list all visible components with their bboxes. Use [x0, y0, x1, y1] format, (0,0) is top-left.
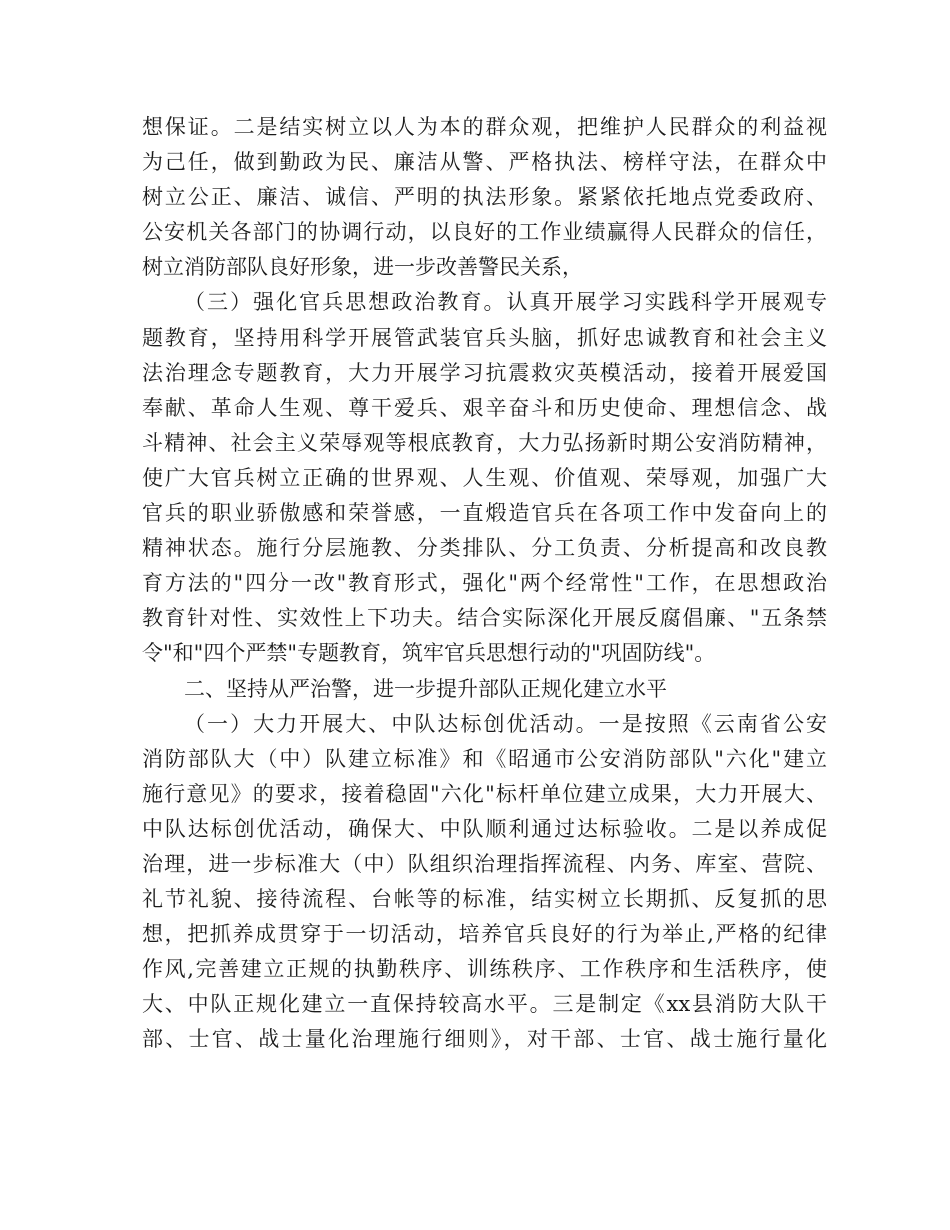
- text-line: 作风,完善建立正规的执勤秩序、训练秩序、工作秩序和生活秩序，使: [142, 957, 827, 982]
- text-line: 大、中队正规化建立一直保持较高水平。三是制定《xx县消防大队干: [142, 992, 827, 1017]
- document-body: [142, 110, 827, 1058]
- text-line: 部、士官、战士量化治理施行细则》，对干部、士官、战士施行量化: [142, 1027, 827, 1052]
- text-line: 教育针对性、实效性上下功夫。结合实际深化开展反腐倡廉、"五条禁: [142, 606, 827, 631]
- text-line: 育方法的"四分一改"教育形式，强化"两个经常性"工作，在思想政治: [142, 571, 827, 596]
- text-line: 精神状态。施行分层施教、分类排队、分工负责、分析提高和改良教: [142, 536, 827, 561]
- text-line: 公安机关各部门的协调行动，以良好的工作业绩赢得人民群众的信任，: [142, 220, 827, 245]
- text-line: 使广大官兵树立正确的世界观、人生观、价值观、荣辱观，加强广大: [142, 465, 827, 490]
- text-line: 想，把抓养成贯穿于一切活动，培养官兵良好的行为举止,严格的纪律: [142, 922, 827, 947]
- text-line: 奉献、革命人生观、尊干爱兵、艰辛奋斗和历史使命、理想信念、战: [142, 395, 827, 420]
- text-line: 施行意见》的要求，接着稳固"六化"标杆单位建立成果，大力开展大、: [142, 781, 827, 806]
- text-line: 官兵的职业骄傲感和荣誉感，一直煅造官兵在各项工作中发奋向上的: [142, 501, 827, 526]
- text-line: 消防部队大（中）队建立标准》和《昭通市公安消防部队"六化"建立: [142, 746, 827, 771]
- text-line: 想保证。二是结实树立以人为本的群众观，把维护人民群众的利益视: [142, 115, 827, 139]
- text-line: 二、坚持从严治警，进一步提升部队正规化建立水平: [184, 676, 667, 701]
- text-line: 令"和"四个严禁"专题教育，筑牢官兵思想行动的"巩固防线"。: [142, 641, 716, 666]
- text-line: 法治理念专题教育，大力开展学习抗震救灾英模活动，接着开展爱国: [142, 360, 827, 385]
- text-line: 礼节礼貌、接待流程、台帐等的标准，结实树立长期抓、反复抓的思: [142, 887, 827, 912]
- text-line: 治理，进一步标准大（中）队组织治理指挥流程、内务、库室、营院、: [142, 851, 827, 876]
- text-line: 树立消防部队良好形象，进一步改善警民关系，: [142, 255, 583, 280]
- text-line: 为己任，做到勤政为民、廉洁从警、严格执法、榜样守法，在群众中: [142, 150, 827, 175]
- text-line: 中队达标创优活动，确保大、中队顺利通过达标验收。二是以养成促: [142, 816, 827, 841]
- text-line: （三）强化官兵思想政治教育。认真开展学习实践科学开展观专: [184, 290, 827, 315]
- text-line: 斗精神、社会主义荣辱观等根底教育，大力弘扬新时期公安消防精神，: [142, 430, 827, 455]
- text-line: 树立公正、廉洁、诚信、严明的执法形象。紧紧依托地点党委政府、: [142, 185, 827, 210]
- text-line: 题教育，坚持用科学开展管武装官兵头脑，抓好忠诚教育和社会主义: [142, 325, 827, 350]
- text-line: （一）大力开展大、中队达标创优活动。一是按照《云南省公安: [184, 711, 827, 736]
